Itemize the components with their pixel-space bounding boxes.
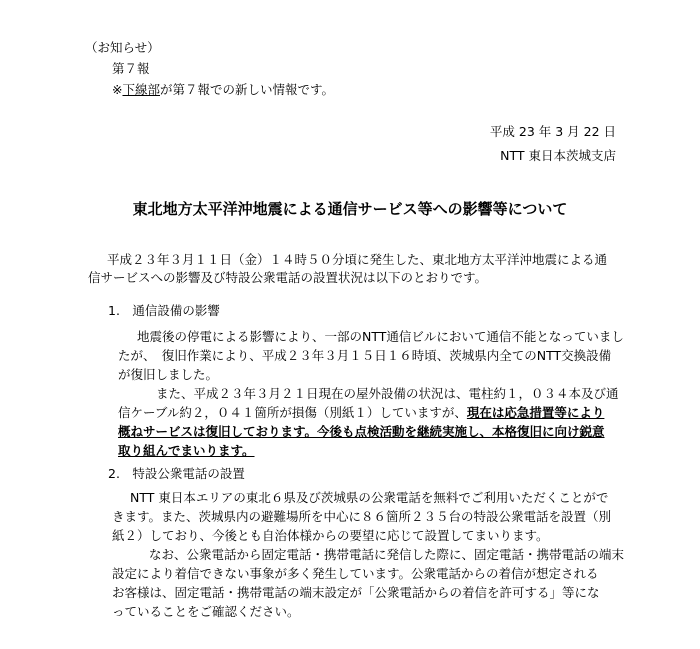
issuer-branch: NTT 東日本茨城支店: [500, 148, 616, 163]
edition-label: 第７報: [112, 61, 150, 76]
intro-line: 信サービスへの影響及び特設公衆電話の設置状況は以下のとおりです。: [88, 270, 488, 285]
section2-line: なお、公衆電話から固定電話・携帯電話に発信した際に、固定電話・携帯電話の端末: [149, 547, 625, 562]
note-suffix: が第７報での新しい情報です。: [160, 82, 335, 97]
section1-line: たが、 復旧作業により、平成２３年３月１５日１６時頃、茨城県内全てのNTT交換設備: [118, 348, 612, 363]
document-title: 東北地方太平洋沖地震による通信サービス等への影響等について: [132, 200, 568, 218]
section1-line: が復旧しました。: [118, 367, 219, 382]
section2-line: 設定により着信できない事象が多く発生しています。公衆電話からの着信が想定される: [112, 566, 599, 581]
note-prefix: ※: [112, 82, 123, 97]
section1-body: [118, 327, 624, 460]
note-underlined: 下線部: [122, 82, 160, 97]
section1-highlight: 概ねサービスは復旧しております。今後も点検活動を継続実施し、本格復旧に向け鋭意: [118, 424, 605, 439]
issue-date: 平成 23 年 3 月 22 日: [489, 124, 616, 139]
section2-body: [112, 488, 624, 621]
intro-paragraph: [88, 251, 608, 287]
section2-heading: 2. 特設公衆電話の設置: [108, 466, 245, 481]
section1-line: [118, 403, 624, 422]
section1-highlight: 取り組んでまいります。: [118, 443, 255, 458]
section1-highlight: 現在は応急措置等により: [466, 405, 605, 420]
section1-line: 地震後の停電による影響により、一部のNTT通信ビルにおいて通信不能となっていまし: [137, 329, 624, 344]
section1-line: また、平成２３年３月２１日現在の屋外設備の状況は、電柱約１，０３４本及び通: [156, 386, 619, 401]
section1-line-plain: 信ケーブル約２，０４１箇所が損傷（別紙１）していますが、: [118, 405, 467, 420]
intro-line: 平成２３年３月１１日（金）１４時５０分頃に発生した、東北地方太平洋沖地震による通: [107, 252, 608, 267]
section2-line: 紙２）しており、今後とも自治体様からの要望に応じて設置してまいります。: [112, 528, 549, 543]
section2-line: きます。また、茨城県内の避難場所を中心に８６箇所２３５台の特設公衆電話を設置（別: [112, 509, 612, 524]
section2-line: お客様は、固定電話・携帯電話の端末設定が「公衆電話からの着信を許可する」等にな: [112, 585, 600, 600]
notice-label: （お知らせ）: [85, 40, 160, 55]
update-note: [112, 84, 334, 97]
section2-line: NTT 東日本エリアの東北６県及び茨城県の公衆電話を無料でご利用いただくことがで: [130, 490, 609, 505]
section1-heading: 1. 通信設備の影響: [108, 303, 220, 318]
section2-line: っていることをご確認ください。: [112, 604, 300, 619]
